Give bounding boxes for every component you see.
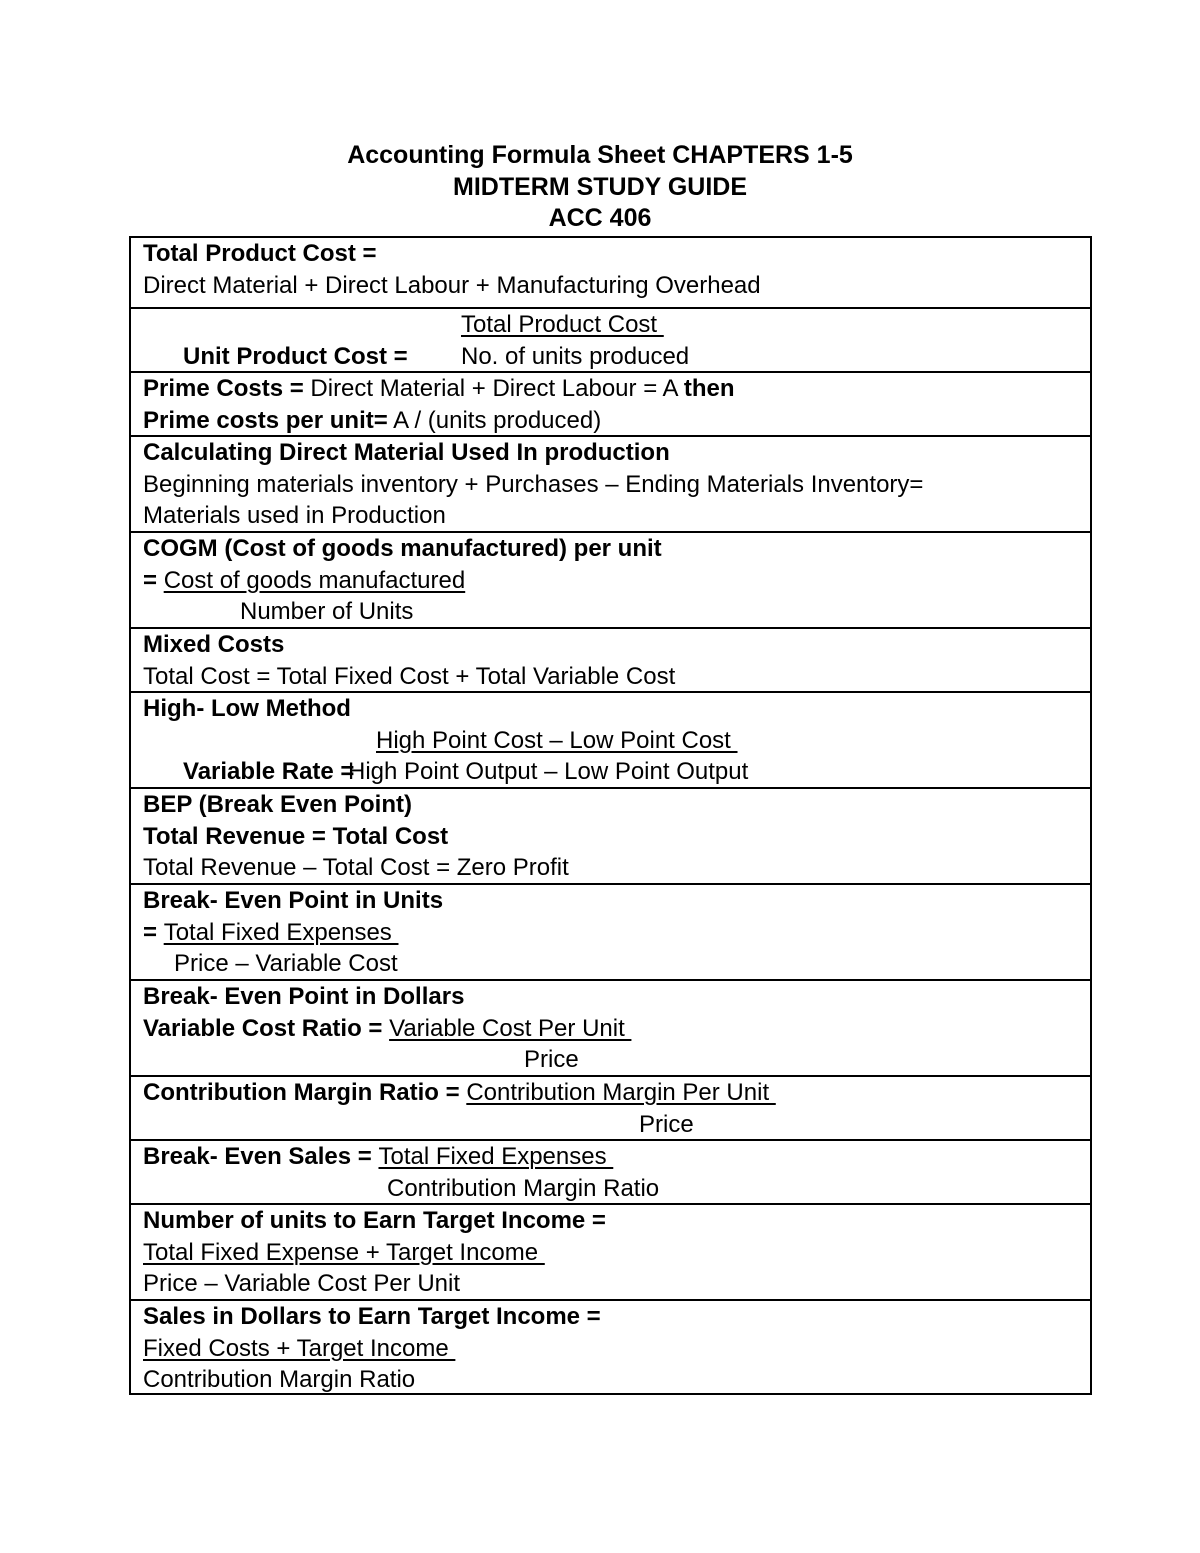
prime-costs-per-unit-formula: A / (units produced): [387, 406, 602, 434]
row-bep-units: [131, 883, 1090, 979]
unit-product-cost-label: Unit Product Cost =: [183, 342, 408, 370]
bep-units-numerator: Total Fixed Expenses: [163, 918, 399, 946]
bep-heading: BEP (Break Even Point): [143, 791, 412, 818]
cm-ratio-denominator: Price: [639, 1110, 694, 1138]
mixed-costs-formula: Total Cost = Total Fixed Cost + Total Variable Cost: [143, 662, 676, 690]
row-direct-material-used: [131, 435, 1090, 531]
sales-target-income-heading: Sales in Dollars to Earn Target Income =: [143, 1303, 601, 1330]
units-target-income-numerator: Total Fixed Expense + Target Income: [143, 1238, 545, 1266]
row-break-even-sales: [131, 1139, 1090, 1203]
break-even-sales-label: Break- Even Sales =: [143, 1143, 379, 1170]
row-high-low-method: [131, 691, 1090, 787]
variable-rate-label: Variable Rate =: [183, 758, 355, 785]
high-low-heading: High- Low Method: [143, 695, 351, 722]
prime-costs-per-unit-label: Prime costs per unit=: [143, 406, 388, 434]
bep-line-2: Total Revenue – Total Cost = Zero Profit: [143, 854, 569, 881]
break-even-sales-numerator: Total Fixed Expenses: [378, 1143, 614, 1170]
cogm-heading: COGM (Cost of goods manufactured) per unit: [143, 535, 662, 562]
cm-ratio-label: Contribution Margin Ratio =: [143, 1079, 467, 1106]
direct-material-used-line-1: Beginning materials inventory + Purchases – Ending Materials Inventory=: [143, 470, 924, 498]
prime-costs-formula: Direct Material + Direct Labour = A: [303, 375, 684, 402]
cogm-denominator: Number of Units: [240, 598, 414, 625]
row-unit-product-cost: [131, 307, 1090, 371]
row-bep: [131, 787, 1090, 883]
cogm-equals: =: [143, 566, 164, 594]
formula-table: [129, 236, 1092, 1395]
cm-ratio-numerator: Contribution Margin Per Unit: [466, 1079, 776, 1106]
direct-material-used-line-2: Materials used in Production: [143, 502, 446, 529]
row-cm-ratio: [131, 1075, 1090, 1139]
bep-units-heading: Break- Even Point in Units: [143, 887, 444, 914]
row-prime-costs: [131, 371, 1090, 435]
mixed-costs-heading: Mixed Costs: [143, 631, 285, 658]
sales-target-income-numerator: Fixed Costs + Target Income: [143, 1334, 456, 1362]
document-title: [0, 140, 1200, 235]
units-target-income-denominator: Price – Variable Cost Per Unit: [143, 1270, 461, 1297]
variable-cost-ratio-denominator: Price: [524, 1046, 579, 1073]
row-cogm-per-unit: [131, 531, 1090, 627]
total-product-cost-formula: Direct Material + Direct Labour + Manufacturing Overhead: [143, 271, 761, 299]
variable-cost-ratio-numerator: Variable Cost Per Unit: [389, 1014, 632, 1042]
direct-material-used-heading: Calculating Direct Material Used In production: [143, 439, 670, 466]
units-target-income-heading: Number of units to Earn Target Income =: [143, 1207, 606, 1234]
total-product-cost-heading: Total Product Cost =: [143, 240, 377, 267]
bep-dollars-heading: Break- Even Point in Dollars: [143, 983, 465, 1010]
cogm-numerator: Cost of goods manufactured: [163, 566, 466, 594]
bep-units-denominator: Price – Variable Cost: [174, 950, 398, 977]
row-mixed-costs: [131, 627, 1090, 691]
row-sales-target-income: [131, 1299, 1090, 1393]
title-line-2: MIDTERM STUDY GUIDE: [453, 172, 747, 201]
sales-target-income-denominator: Contribution Margin Ratio: [143, 1366, 416, 1393]
row-units-target-income: [131, 1203, 1090, 1299]
row-bep-dollars: [131, 979, 1090, 1075]
unit-product-cost-numerator: Total Product Cost: [461, 311, 664, 338]
variable-rate-numerator: High Point Cost – Low Point Cost: [376, 726, 738, 754]
row-total-product-cost: [131, 238, 1090, 307]
bep-line-1: Total Revenue = Total Cost: [143, 822, 449, 850]
variable-rate-denominator: High Point Output – Low Point Output: [348, 758, 749, 785]
prime-costs-then: then: [683, 375, 735, 402]
break-even-sales-denominator: Contribution Margin Ratio: [387, 1174, 660, 1202]
prime-costs-label: Prime Costs =: [143, 375, 304, 402]
bep-units-equals: =: [143, 918, 164, 946]
title-line-3: ACC 406: [548, 204, 652, 232]
unit-product-cost-denominator: No. of units produced: [461, 342, 690, 370]
title-line-1: Accounting Formula Sheet CHAPTERS 1-5: [347, 141, 853, 169]
variable-cost-ratio-label: Variable Cost Ratio =: [143, 1014, 390, 1042]
